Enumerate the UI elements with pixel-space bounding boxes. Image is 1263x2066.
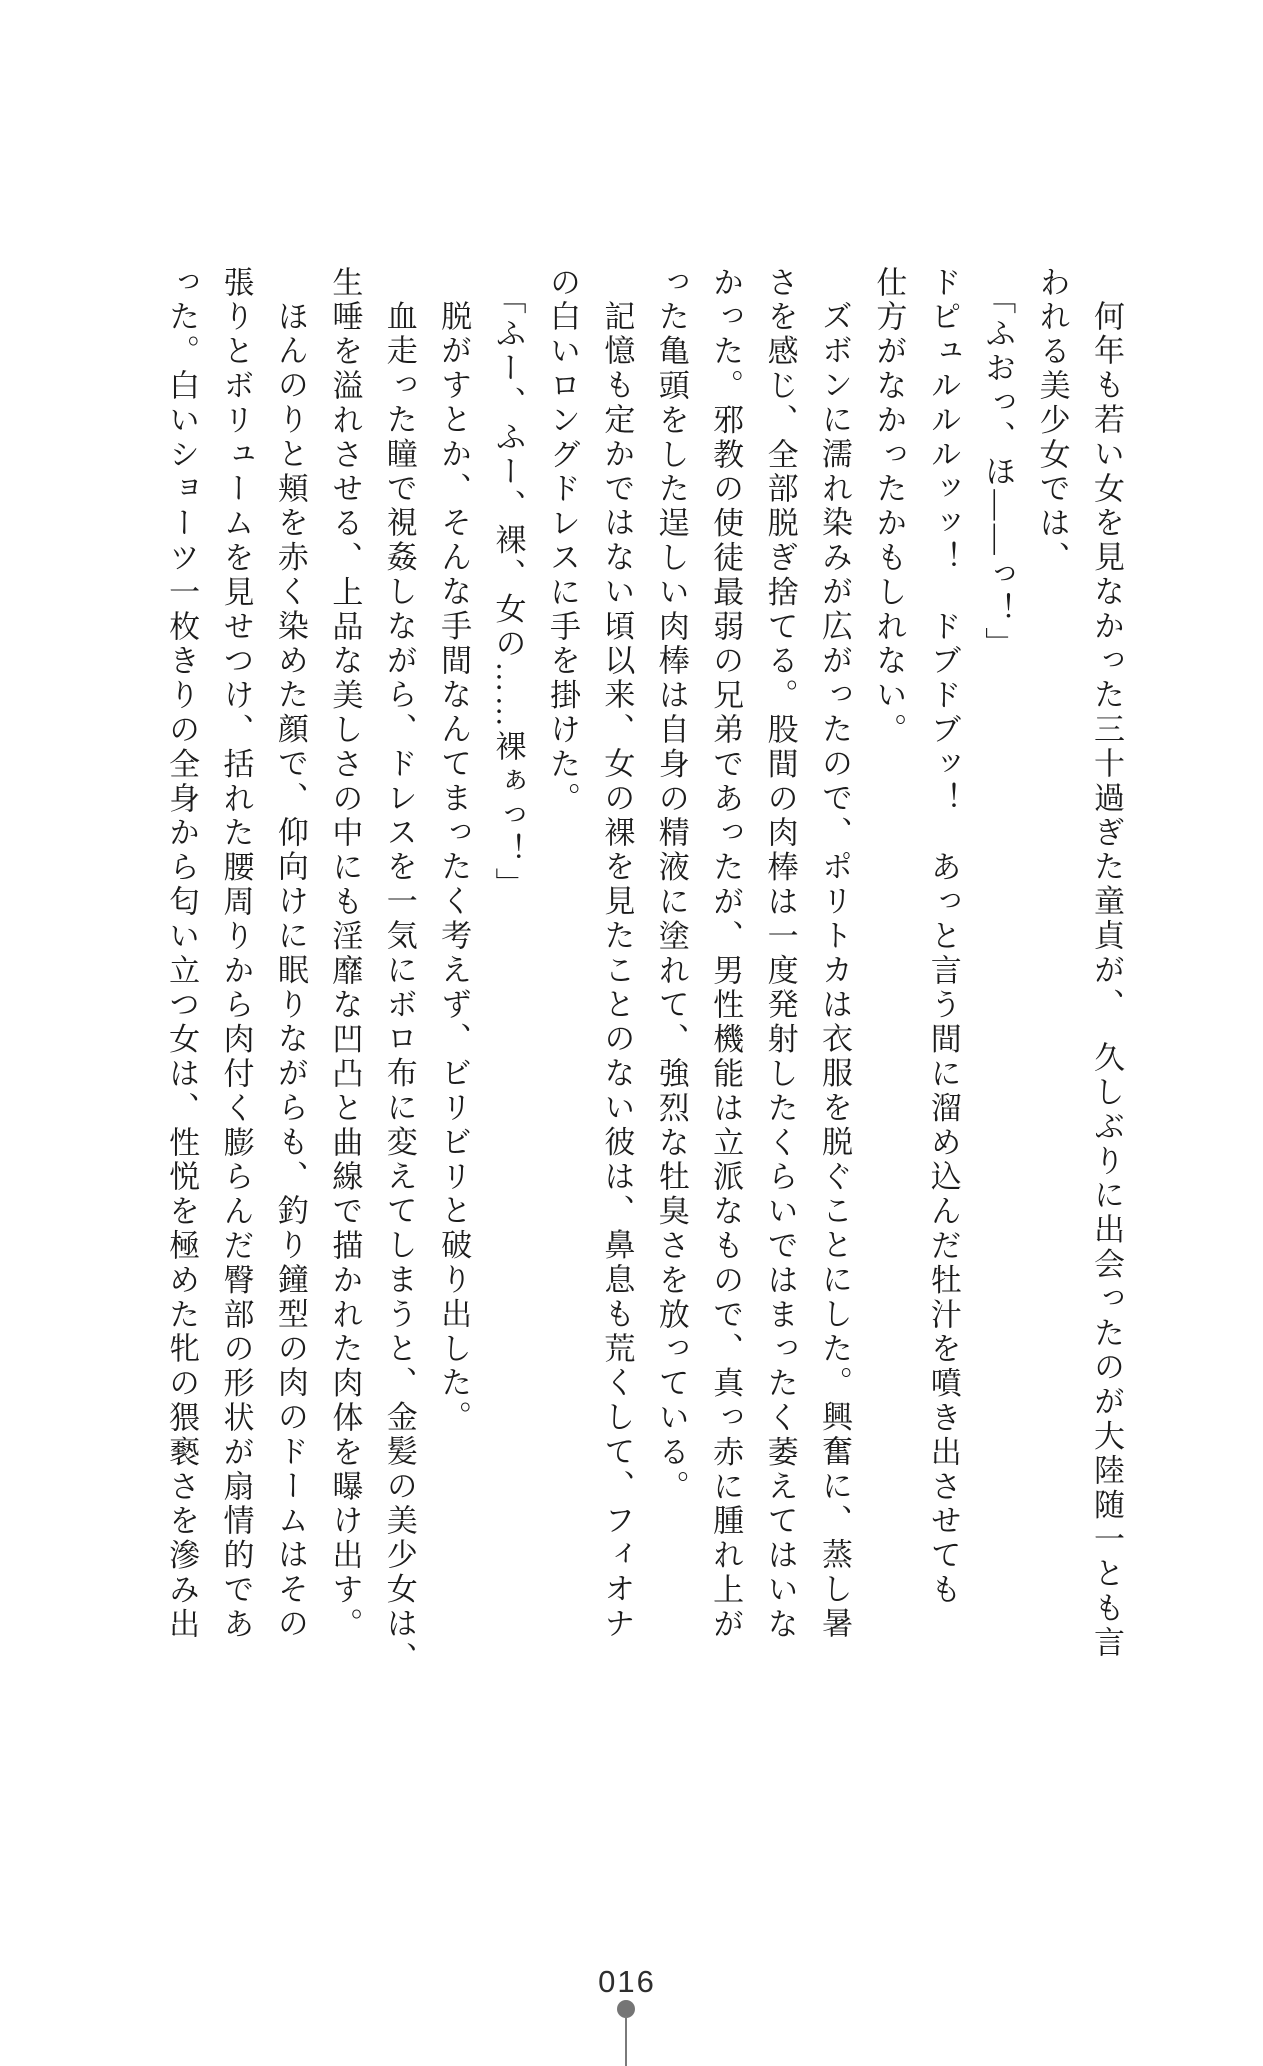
text-line: ズボンに濡れ染みが広がったので、ポリトカは衣服を脱ぐことにした。興奮に、蒸し暑: [816, 300, 852, 1642]
text-line: ほんのりと頬を赤く染めた顔で、仰向けに眠りながらも、釣り鐘型の肉のドームはその: [272, 300, 308, 1642]
text-line: 張りとボリュームを見せつけ、括れた腰周りから肉付く膨らんだ臀部の形状が扇情的であ: [218, 266, 254, 1642]
text-line: 血走った瞳で視姦しながら、ドレスを一気にボロ布に変えてしまうと、金髪の美少女は、: [381, 300, 417, 1677]
text-line: った亀頭をした逞しい肉棒は自身の精液に塗れて、強烈な牡臭さを放っている。: [653, 266, 689, 1505]
footer-marker-line: [625, 2016, 627, 2066]
vertical-text-block: [154, 266, 1133, 1696]
text-line: 生唾を溢れさせる、上品な美しさの中にも淫靡な凹凸と曲線で描かれた肉体を曝け出す。: [327, 266, 363, 1642]
text-line: の白いロングドレスに手を掛けた。: [544, 266, 580, 817]
text-line: かった。邪教の使徒最弱の兄弟であったが、男性機能は立派なもので、真っ赤に腫れ上が: [708, 266, 744, 1642]
text-line: さを感じ、全部脱ぎ捨てる。股間の肉棒は一度発射したくらいではまったく萎えてはいな: [762, 266, 798, 1642]
text-line: 「ふおっ、ほ――っ！」: [980, 283, 1016, 662]
page-number: 016: [598, 1964, 656, 1999]
text-line: ドピュルルルッッ！ ドブドブッ！ あっと言う間に溜め込んだ牡汁を噴き出させても: [925, 266, 961, 1608]
text-line: われる美少女では、: [1034, 266, 1070, 576]
text-line: 記憶も定かではない頃以来、女の裸を見たことのない彼は、鼻息も荒くして、フィオナ: [599, 300, 635, 1642]
text-line: 脱がすとか、そんな手間なんてまったく考えず、ビリビリと破り出した。: [436, 300, 472, 1436]
text-line: った。白いショーツ一枚きりの全身から匂い立つ女は、性悦を極めた牝の猥褻さを滲み出: [164, 266, 200, 1643]
text-line: 「ふー、ふー、裸、女の……裸ぁっ！」: [490, 283, 526, 903]
text-line: 仕方がなかったかもしれない。: [871, 266, 907, 748]
text-line: 何年も若い女を見なかった三十過ぎた童貞が、 久しぶりに出会ったのが大陸随一とも言: [1089, 300, 1124, 1661]
